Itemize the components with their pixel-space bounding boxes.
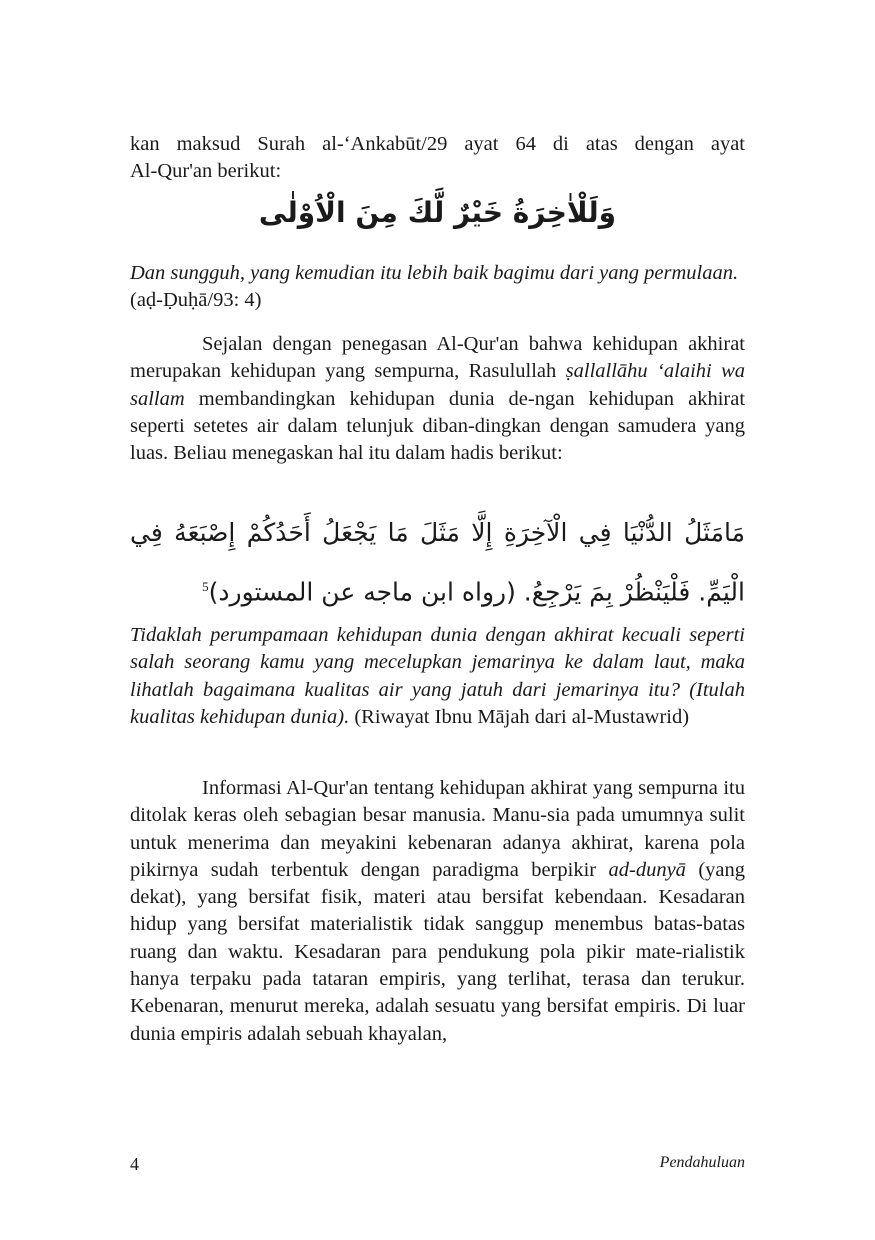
hadith-source: (Riwayat Ibnu Mājah dari al-Mustawrid) [354,705,690,728]
page-number: 4 [130,1154,139,1174]
hadith-arabic [130,506,745,619]
intro-text [130,131,745,186]
paragraph-2-italic: ad-dunyā [608,858,686,881]
paragraph-1-text-a: Sejalan dengan penegasan Al-Qur'an bahwa kehidupan akhirat merupakan kehidupan yang sempurna, Rasulullah [130,333,745,383]
intro-line-2: Al-Qur'an berikut: [130,160,282,183]
footnote-marker: 5 [202,579,209,594]
verse-translation-block [130,260,745,315]
hadith-translation: Tidaklah perumpamaan kehidupan dunia dengan akhirat kecuali seperti salah seorang kamu yang mecelupkan jemarinya ke dalam laut, maka lihatlah bagaimana kualitas air yang jatuh dari jemarinya itu? (Itulah kualitas kehidupan dunia). [130,624,745,728]
paragraph-1-italic: ṣallallāhu ‘alaihi wa sallam [130,360,746,410]
paragraph-2 [130,775,745,1048]
quran-verse: وَلَلْاٰخِرَةُ خَيْرٌ لَّكَ مِنَ الْاُوْلٰى [258,196,617,229]
running-footer-title: Pendahuluan [659,1154,745,1171]
hadith-text: مَامَثَلُ الدُّنْيَا فِي الْآخِرَةِ إِلَّا مَثَلَ مَا يَجْعَلُ أَحَدُكُمْ إِصْبَعَهُ فِي الْيَمِّ. فَلْيَنْظُرْ بِمَ يَرْجِعُ. (رواه ابن ماجه عن المستورد) [130,518,745,607]
paragraph-2-text-a: Informasi Al-Qur'an tentang kehidupan akhirat yang sempurna itu ditolak keras oleh sebagian besar manusia. Manu-sia pada umumnya sulit untuk menerima dan meyakini kebenaran adanya akhirat, karena pola pikirnya sudah terbentuk dengan paradigma berpikir [130,777,745,881]
intro-line-1: kan maksud Surah al-‘Ankabūt/29 ayat 64 di atas dengan ayat [130,133,745,155]
hadith-translation-block [130,622,745,731]
verse-reference: (aḍ-Ḍuḥā/93: 4) [130,289,262,312]
paragraph-2-text-b: (yang dekat), yang bersifat fisik, materi atau bersifat kebendaan. Kesadaran hidup yang bersifat materialistik tidak sanggup menembus batas-batas ruang dan waktu. Kesadaran para pendukung pola pikir mate-rialistik hanya terpaku pada tataran empiris, yang terlihat, terasa dan terukur. Kebenaran, menurut mereka, adalah sesuatu yang bersifat empiris. Di luar dunia empiris adalah sebuah khayalan, [130,858,746,1045]
verse-translation: Dan sungguh, yang kemudian itu lebih baik bagimu dari yang permulaan. [130,262,739,284]
paragraph-1 [130,331,745,467]
paragraph-1-text-b: membandingkan kehidupan dunia de-ngan kehidupan akhirat seperti setetes air dalam telunjuk diban-dingkan dengan samudera yang luas. Beliau menegaskan hal itu dalam hadis berikut: [130,387,746,465]
